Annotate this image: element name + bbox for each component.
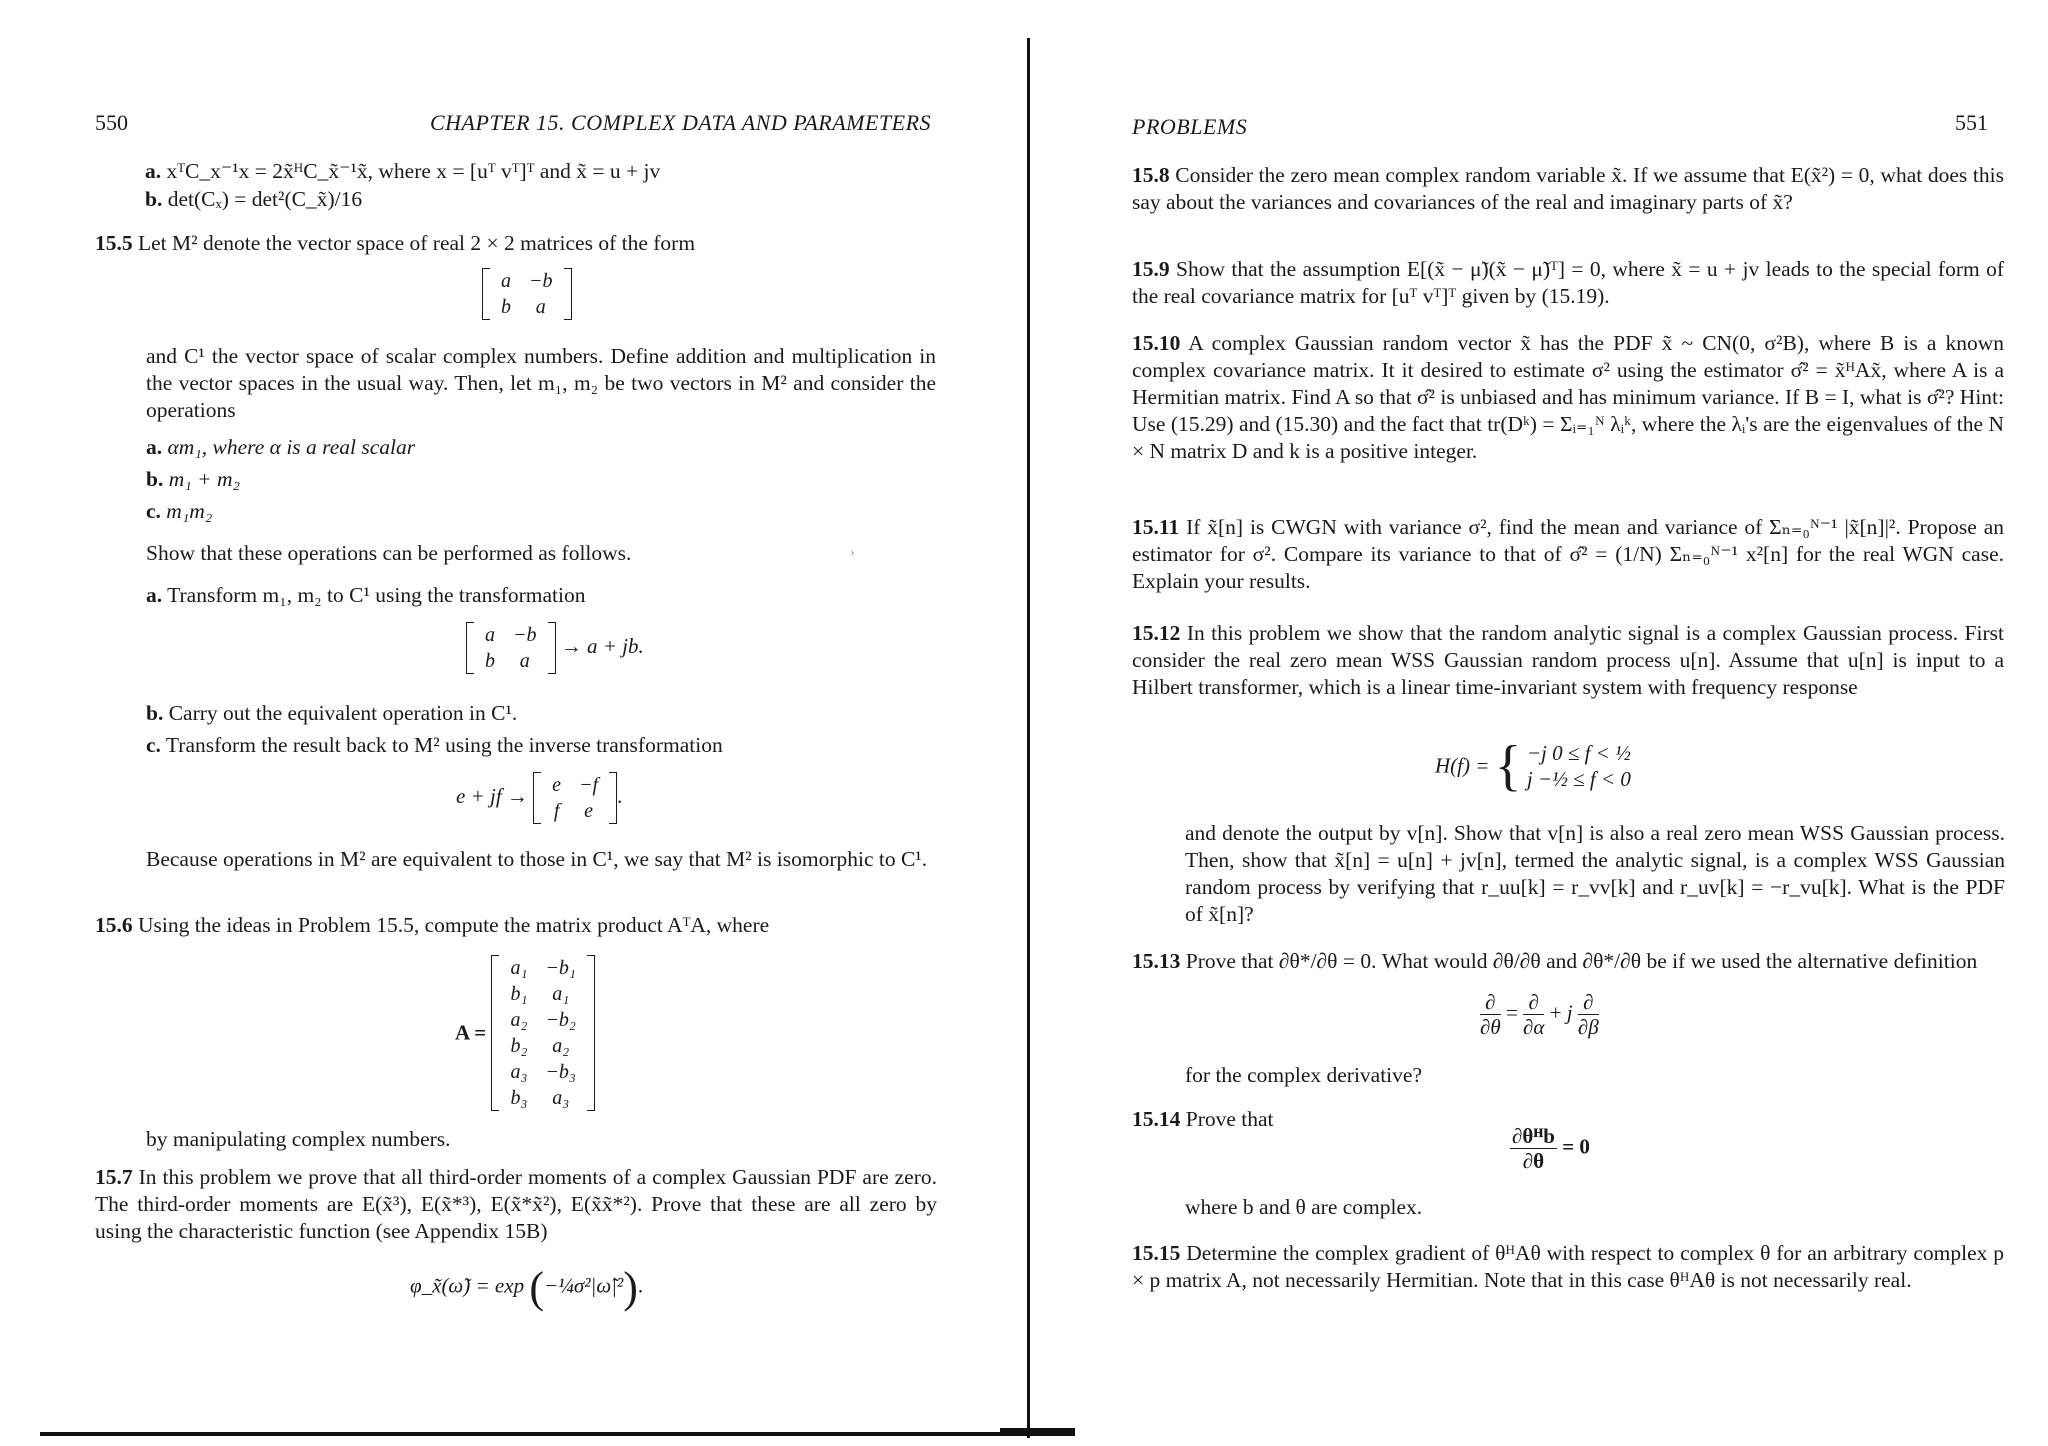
p1514-after: where b and θ are complex. bbox=[1185, 1195, 1423, 1219]
p1514-equation: $\frac{\text{∂θᴴb}}{\partial\theta}$ = 0 bbox=[1512, 1124, 1590, 1173]
gutter-rule bbox=[1027, 38, 1030, 1438]
right-page bbox=[1040, 0, 2048, 1446]
problem-15-11: 15.11 If x̃[n] is CWGN with variance σ², find the mean and variance of Σₙ₌₀ᴺ⁻¹ |x̃[n]|². Propose an estimator for σ². Compare its variance to that of σ̂² = (1/N) Σₙ₌₀ᴺ⁻¹ x²[n] for the real WGN case. Explain your results. bbox=[1132, 515, 2005, 593]
stray-mark: › bbox=[850, 545, 855, 560]
p157-equation: φ_x̃(ω̃) = exp (−¼σ²|ω̃|²). bbox=[410, 1263, 644, 1312]
p1512-hilbert-response: H(f) = { −j 0 ≤ f < ½ j −½ ≤ f < 0 bbox=[1435, 735, 1631, 797]
cont-item-b: b. det(Cₓ) = det²(C_x̃)/16 bbox=[145, 187, 363, 211]
problem-15-14: 15.14 Prove that bbox=[1132, 1107, 1274, 1131]
step-b: b. Carry out the equivalent operation in C¹. bbox=[146, 701, 518, 725]
step-c: c. Transform the result back to M² using the inverse transformation bbox=[146, 733, 723, 757]
op-b: b. m₁ + m₂ bbox=[146, 467, 240, 491]
op-a: a. αm₁, where α is a real scalar bbox=[146, 435, 416, 459]
problem-number: 15.5 bbox=[95, 231, 133, 255]
p1512-after: and denote the output by v[n]. Show that v[n] is also a real zero mean WSS Gaussian process. Then, show that x̃[n] = u[n] + jv[n], termed the analytic signal, is a complex WSS Gaussian random process by verifying that r_uu[k] = r_vv[k] and r_uv[k] = −r_vu[k]. What is the PDF of x̃[n]? bbox=[1185, 821, 2005, 926]
problem-15-12: 15.12 In this problem we show that the random analytic signal is a complex Gaussian process. First consider the real zero mean WSS Gaussian random process u[n]. Assume that u[n] is input to a Hilbert transformer, which is a linear time-invariant system with frequency response bbox=[1132, 621, 2004, 699]
show-sentence: Show that these operations can be performed as follows. bbox=[146, 541, 632, 565]
left-page-number: 550 bbox=[95, 110, 128, 135]
op-c: c. m₁m₂ bbox=[146, 499, 213, 523]
p156-after: by manipulating complex numbers. bbox=[146, 1127, 451, 1151]
problem-15-13: 15.13 Prove that ∂θ*/∂θ = 0. What would ∂θ/∂θ and ∂θ*/∂θ be if we used the alternative definition bbox=[1132, 949, 1978, 973]
p1513-definition: $\frac{\partial}{\partial\theta}$ = $\frac{\partial}{\partial\alpha}$ + j $\frac{\partial}{\partial\beta}$ bbox=[1480, 990, 1599, 1039]
bottom-rule bbox=[40, 1432, 1072, 1436]
problem-15-6: 15.6 Using the ideas in Problem 15.5, compute the matrix product AᵀA, where bbox=[95, 913, 770, 937]
problem-number: 15.6 bbox=[95, 913, 133, 937]
p155-conclusion: Because operations in M² are equivalent to those in C¹, we say that M² is isomorphic to C¹. bbox=[146, 847, 928, 871]
problem-15-5-body: and C¹ the vector space of scalar complex numbers. Define addition and multiplication in the vector spaces in the usual way. Then, let m₁, m₂ be two vectors in M² and consider the operations bbox=[146, 344, 936, 422]
right-page-number: 551 bbox=[1955, 110, 1988, 135]
problem-number: 15.7 bbox=[95, 1165, 133, 1189]
problem-15-15: 15.15 Determine the complex gradient of θᴴAθ with respect to complex θ for an arbitrary complex p × p matrix A, not necessarily Hermitian. Note that in this case θᴴAθ is not necessarily real. bbox=[1132, 1241, 2005, 1292]
map-arrow: → a + jb. bbox=[560, 633, 644, 658]
problem-15-7: 15.7 In this problem we prove that all third-order moments of a complex Gaussian PDF are zero. The third-order moments are E(x̃³), E(x̃*³), E(x̃*x̃²), E(x̃x̃*²). Prove that these are all zero by using the characteristic function (see Appendix 15B) bbox=[95, 1165, 937, 1243]
problem-15-8: 15.8 Consider the zero mean complex random variable x̃. If we assume that E(x̃²) = 0, what does this say about the variances and covariances of the real and imaginary parts of x̃? bbox=[1132, 163, 2004, 214]
p1513-after: for the complex derivative? bbox=[1185, 1063, 1422, 1087]
problem-15-10: 15.10 A complex Gaussian random vector x̃ has the PDF x̃ ~ CN(0, σ²B), where B is a known complex covariance matrix. It it desired to estimate σ² using the estimator σ̂² = x̃ᴴAx̃, where A is a Hermitian matrix. Find A so that σ̂² is unbiased and has minimum variance. If B = I, what is σ̂²? Hint: Use (15.29) and (15.30) and the fact that tr(Dᵏ) = Σᵢ₌₁ᴺ λᵢᵏ, where the λᵢ's are the eigenvalues of the N × N matrix D and k is a positive integer. bbox=[1132, 331, 2004, 463]
cont-item-a: a. xᵀC_x⁻¹x = 2x̃ᴴC_x̃⁻¹x̃, where x = [uᵀ vᵀ]ᵀ and x̃ = u + jv bbox=[145, 159, 661, 183]
problem-15-5-intro: 15.5 Let M² denote the vector space of real 2 × 2 matrices of the form bbox=[95, 231, 696, 255]
p155-inverse: e + jf → e −f f e . bbox=[456, 774, 623, 822]
p156-matrix: A = a₁ −b₁ b₁ a₁ a₂ −b₂ b₂ a₂ a₃ −b₃ b₃ a₃ bbox=[455, 955, 595, 1111]
right-running-head: PROBLEMS bbox=[1132, 114, 1248, 139]
p155-map-matrix: a −b b a → a + jb. bbox=[466, 622, 644, 674]
p155-matrix: a −b b a bbox=[482, 268, 572, 320]
problem-15-9: 15.9 Show that the assumption E[(x̃ − μ̃)(x̃ − μ̃)ᵀ] = 0, where x̃ = u + jv leads to the special form of the real covariance matrix for [uᵀ vᵀ]ᵀ given by (15.19). bbox=[1132, 257, 2004, 308]
step-a: a. Transform m₁, m₂ to C¹ using the transformation bbox=[146, 583, 586, 607]
left-running-head: CHAPTER 15. COMPLEX DATA AND PARAMETERS bbox=[430, 110, 932, 135]
